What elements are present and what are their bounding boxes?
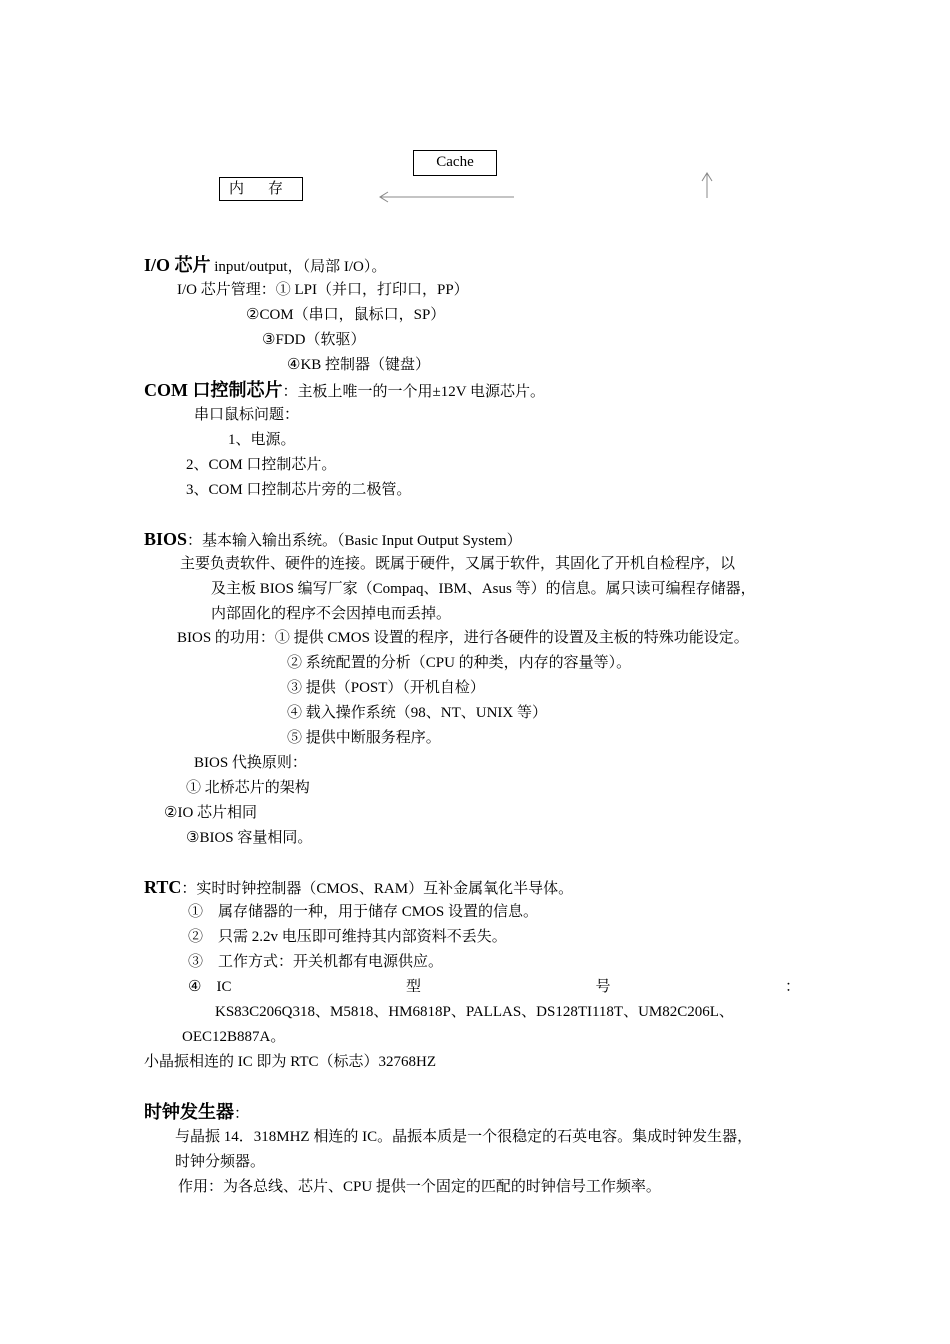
clock-heading-line — [144, 1101, 249, 1125]
clock-heading: 时钟发生器 — [144, 1102, 234, 1122]
bios-para-1: 主要负责软件、硬件的连接。既属于硬件，又属于软件，其固化了开机自检程序，以 — [180, 556, 736, 572]
bios-function-2: ② 系统配置的分析（CPU 的种类，内存的容量等）。 — [287, 655, 632, 671]
bios-heading-rest: ：基本输入输出系统。（Basic Input Output System） — [187, 533, 522, 549]
rtc-item-4-c: 号 — [595, 979, 611, 995]
rtc-item-1: ① 属存储器的一种，用于储存 CMOS 设置的信息。 — [188, 904, 539, 920]
clock-para-2: 时钟分频器。 — [175, 1154, 266, 1170]
com-line-4: 3、COM 口控制芯片旁的二极管。 — [186, 482, 412, 498]
bios-rule-1: ① 北桥芯片的架构 — [186, 780, 310, 796]
rtc-heading-rest: ：实时时钟控制器（CMOS、RAM）互补金属氧化半导体。 — [181, 881, 574, 897]
rtc-note: 小晶振相连的 IC 即为 RTC（标志）32768HZ — [144, 1054, 437, 1070]
io-line-2: ②COM（串口，鼠标口，SP） — [246, 307, 446, 323]
rtc-item-3: ③ 工作方式：开关机都有电源供应。 — [188, 954, 444, 970]
rtc-ic-models: KS83C206Q318、M5818、HM6818P、PALLAS、DS128TI118T、UM82C206L、 — [215, 1004, 734, 1020]
bios-function-1: BIOS 的功用：① 提供 CMOS 设置的程序，进行各硬件的设置及主板的特殊功能设定。 — [177, 630, 749, 646]
io-heading-line — [144, 254, 386, 278]
bios-rule-3: ③BIOS 容量相同。 — [186, 830, 313, 846]
com-line-2: 1、电源。 — [228, 432, 296, 448]
bios-heading: BIOS — [144, 529, 188, 549]
com-line-3: 2、COM 口控制芯片。 — [186, 457, 337, 473]
left-arrow — [376, 189, 516, 205]
com-heading-rest: ：主板上唯一的一个用±12V 电源芯片。 — [282, 384, 546, 400]
rtc-item-4 — [188, 976, 800, 998]
io-line-1: I/O 芯片管理：① LPI（并口，打印口，PP） — [177, 282, 469, 298]
clock-para-1: 与晶振 14．318MHZ 相连的 IC。晶振本质是一个很稳定的石英电容。集成时钟发生器， — [175, 1129, 753, 1145]
cache-label: Cache — [436, 154, 474, 170]
up-arrow — [699, 170, 715, 200]
clock-heading-rest: ： — [234, 1106, 250, 1122]
rtc-item-4-d: ： — [784, 979, 800, 995]
com-heading: COM 口控制芯片 — [144, 380, 283, 400]
bios-para-2: 及主板 BIOS 编写厂家（Compaq、IBM、Asus 等）的信息。属只读可编程存储器， — [211, 581, 756, 597]
io-heading-rest: input/output，（局部 I/O）。 — [210, 259, 387, 275]
rtc-item-2: ② 只需 2.2v 电压即可维持其内部资料不丢失。 — [188, 929, 507, 945]
rtc-heading-line — [144, 876, 573, 900]
memory-label-a: 内 — [229, 181, 245, 197]
bios-rule-2: ②IO 芯片相同 — [164, 805, 258, 821]
io-line-4: ④KB 控制器（键盘） — [287, 357, 431, 373]
bios-function-3: ③ 提供（POST）（开机自检） — [287, 680, 485, 696]
rtc-heading: RTC — [144, 877, 182, 897]
cache-box — [413, 150, 497, 176]
bios-function-5: ⑤ 提供中断服务程序。 — [287, 730, 441, 746]
rtc-item-4-a: ④ IC — [188, 979, 232, 995]
bios-heading-line — [144, 528, 522, 552]
com-heading-line — [144, 379, 545, 403]
rtc-ic-models-2: OEC12B887A。 — [182, 1029, 286, 1045]
io-line-3: ③FDD（软驱） — [262, 332, 366, 348]
clock-para-3: 作用：为各总线、芯片、CPU 提供一个固定的匹配的时钟信号工作频率。 — [178, 1179, 661, 1195]
com-line-1: 串口鼠标问题： — [194, 407, 300, 423]
memory-box — [219, 177, 303, 201]
bios-para-3: 内部固化的程序不会因掉电而丢掉。 — [211, 606, 452, 622]
bios-rule-title: BIOS 代换原则： — [194, 755, 307, 771]
io-heading: I/O 芯片 — [144, 255, 211, 275]
memory-label-b: 存 — [268, 181, 284, 197]
rtc-item-4-b: 型 — [405, 979, 421, 995]
bios-function-4: ④ 载入操作系统（98、NT、UNIX 等） — [287, 705, 547, 721]
